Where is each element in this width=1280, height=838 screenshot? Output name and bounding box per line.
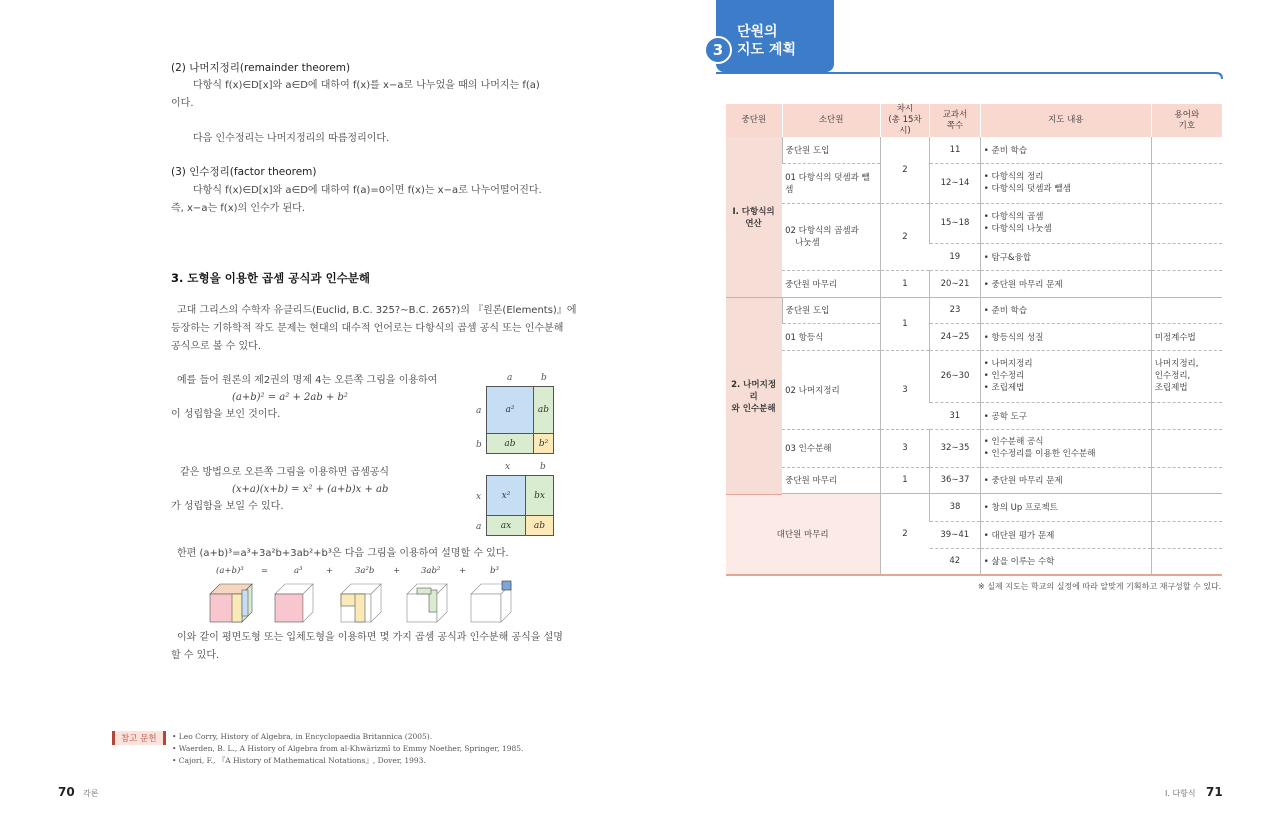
pages-cell: 19	[930, 243, 981, 270]
fig2-side-a: a	[476, 522, 482, 532]
cube-label-4: 3a²b	[355, 566, 375, 576]
terms-cell	[1151, 297, 1222, 323]
terms-cell	[1151, 467, 1222, 493]
pages-cell: 11	[930, 137, 981, 163]
pages-cell: 39∼41	[930, 521, 981, 548]
content-item: • 다항식의 나눗셈	[983, 224, 1052, 234]
badge-title-line-1: 단원의	[737, 24, 778, 40]
pages-cell: 38	[930, 494, 981, 521]
left-page-number: 70	[58, 785, 75, 799]
terms-cell	[1151, 163, 1222, 203]
pages-cell: 23	[930, 297, 981, 323]
section-cell: 01 다항식의 덧셈과 뺄셈	[782, 163, 880, 203]
content-cell: • 중단원 마무리 문제	[980, 467, 1151, 493]
header-periods: 차시 (총 15차시)	[880, 104, 930, 137]
content-item: • 인수분해 공식	[983, 437, 1044, 447]
terms-cell	[1151, 137, 1222, 163]
periods-cell: 2	[880, 137, 930, 203]
term-item: 인수정리,	[1154, 371, 1191, 381]
fig1-a2-cell: a²	[486, 386, 534, 434]
fig1-side-b: b	[476, 440, 482, 450]
s3-paragraph-1: 다항식 f(x)∈D[x]와 a∈D에 대하여 f(a)=0이면 f(x)는 x−a로 나누어떨어진다.	[193, 185, 542, 196]
terms-cell	[1151, 243, 1222, 270]
content-cell: • 공학 도구	[980, 402, 1151, 429]
periods-cell: 2	[880, 203, 930, 270]
terms-cell	[1151, 548, 1222, 575]
cube-3ab2	[407, 584, 447, 622]
cube-label-6: 3ab²	[421, 566, 441, 576]
pages-cell: 31	[930, 402, 981, 429]
section-cell: 중단원 마무리	[782, 467, 880, 493]
left-page-label: 각론	[83, 789, 99, 798]
fig1-b2-cell: b²	[533, 433, 554, 454]
section-cell: 03 인수분해	[782, 429, 880, 467]
fig2-ax-cell: ax	[486, 515, 526, 536]
badge-underline	[716, 70, 1226, 82]
pages-cell: 26∼30	[930, 350, 981, 402]
closing-paragraph-1: 이와 같이 평면도형 또는 입체도형을 이용하면 몇 가지 곱셈 공식과 인수분해 공식을 설명	[177, 632, 563, 643]
pages-cell: 36∼37	[930, 467, 981, 493]
s3-paragraph-2: 즉, x−a는 f(x)의 인수가 된다.	[171, 203, 306, 214]
s2-paragraph-2: 다음 인수정리는 나머지정리의 따름정리이다.	[193, 133, 390, 144]
content-cell: • 삶을 이루는 수학	[980, 548, 1151, 575]
content-item: • 조립제법	[983, 383, 1025, 393]
content-cell	[980, 429, 1151, 467]
fig1-ab-cell-2: ab	[486, 433, 534, 454]
periods-cell: 2	[880, 494, 930, 575]
terms-cell	[1151, 494, 1222, 521]
terms-cell	[1151, 402, 1222, 429]
terms-cell	[1151, 203, 1222, 243]
terms-cell	[1151, 350, 1222, 402]
fig2-x2-cell: x²	[486, 475, 526, 516]
periods-cell: 1	[880, 467, 930, 493]
pages-cell: 42	[930, 548, 981, 575]
cube-label-0: (a+b)³	[216, 566, 244, 576]
cube-label-5: +	[393, 566, 401, 576]
content-cell: • 준비 학습	[980, 297, 1151, 323]
sec3-paragraph-3: 공식으로 볼 수 있다.	[171, 341, 261, 352]
table-row	[726, 323, 1223, 350]
section-cell	[782, 203, 880, 270]
badge-number: 3	[704, 36, 732, 64]
pages-cell: 20∼21	[930, 270, 981, 297]
cube-label-8: b³	[490, 566, 499, 576]
term-item: 조립제법	[1154, 383, 1188, 393]
table-row	[726, 467, 1223, 493]
cube-full	[210, 584, 252, 622]
cube-illustrations	[205, 576, 525, 626]
pages-cell: 12∼14	[930, 163, 981, 203]
terms-cell	[1151, 270, 1222, 297]
fig1-side-a: a	[476, 406, 482, 416]
sec3-heading: 3. 도형을 이용한 곱셈 공식과 인수분해	[171, 271, 371, 285]
fig1-top-b: b	[541, 373, 547, 383]
pages-cell: 15∼18	[930, 203, 981, 243]
badge-title-line-2: 지도 계획	[737, 42, 796, 58]
fig2-top-x: x	[505, 462, 511, 472]
sec3-paragraph-2: 등장하는 기하학적 작도 문제는 현대의 대수적 언어로는 다항식의 곱셈 공식 또는 인수분해	[171, 323, 564, 334]
table-row	[726, 494, 1223, 521]
fig2-ab-cell: ab	[525, 515, 554, 536]
table-row	[726, 137, 1223, 163]
section-3-title: (3) 인수정리(factor theorem)	[171, 166, 317, 178]
content-item: • 다항식의 곱셈	[983, 212, 1044, 222]
example1-text-2: 이 성립함을 보인 것이다.	[171, 409, 281, 420]
content-cell: • 창의 Up 프로젝트	[980, 494, 1151, 521]
fig2-top-b: b	[540, 462, 546, 472]
term-item: 나머지정리,	[1154, 359, 1199, 369]
fig1-ab-cell-1: ab	[533, 386, 554, 434]
table-row	[726, 163, 1223, 203]
badge-title	[737, 23, 796, 59]
pages-cell: 32∼35	[930, 429, 981, 467]
s2-paragraph-1b: 이다.	[171, 98, 194, 109]
reference-item: • Waerden, B. L., A History of Algebra from al-Khwārizmī to Emmy Noether, Springer, 1985.	[172, 744, 524, 753]
content-cell: • 중단원 마무리 문제	[980, 270, 1151, 297]
content-cell: • 대단원 평가 문제	[980, 521, 1151, 548]
cube-label-3: +	[326, 566, 334, 576]
table-note: ※ 실제 지도는 학교의 실정에 따라 알맞게 기획하고 재구성할 수 있다.	[978, 582, 1222, 591]
teaching-plan-table	[725, 104, 1222, 576]
header-section: 소단원	[782, 104, 880, 137]
right-page-number: 71	[1206, 785, 1223, 799]
periods-cell: 3	[880, 350, 930, 429]
closing-paragraph-2: 할 수 있다.	[171, 650, 220, 661]
reference-list	[172, 731, 523, 767]
cube-3a2b	[341, 584, 381, 622]
table-header-row	[726, 104, 1223, 137]
table-row	[726, 270, 1223, 297]
example2-formula: (x+a)(x+b) = x² + (a+b)x + ab	[232, 484, 389, 495]
header-content: 지도 내용	[980, 104, 1151, 137]
cube-paragraph: 한편 (a+b)³=a³+3a²b+3ab²+b³은 다음 그림을 이용하여 설명할 수 있다.	[177, 548, 509, 559]
cube-label-2: a³	[294, 566, 303, 576]
table-row	[726, 429, 1223, 467]
fig1-top-a: a	[507, 373, 513, 383]
fig2-bx-cell: bx	[525, 475, 554, 516]
section-cell: 01 항등식	[782, 323, 880, 350]
chapter-cell-1: I. 다항식의 연산	[726, 137, 783, 297]
cube-b3	[471, 581, 511, 622]
periods-cell: 1	[880, 297, 930, 350]
reference-label: 참고 문헌	[112, 731, 166, 745]
cube-a3	[275, 584, 313, 622]
content-cell	[980, 350, 1151, 402]
content-cell: • 탐구&융합	[980, 243, 1151, 270]
reference-item: • Cajori, F., 『A History of Mathematical Notations』, Dover, 1993.	[172, 756, 426, 765]
content-cell: • 항등식의 성질	[980, 323, 1151, 350]
section-line: 02 다항식의 곱셈과	[785, 225, 859, 236]
cube-label-7: +	[459, 566, 467, 576]
final-review-cell: 대단원 마무리	[726, 494, 881, 575]
table-row	[726, 203, 1223, 243]
s2-paragraph-1: 다항식 f(x)∈D[x]와 a∈D에 대하여 f(x)를 x−a로 나누었을 때의 나머지는 f(a)	[193, 80, 540, 91]
section-cell: 중단원 도입	[782, 137, 880, 163]
content-item: • 다항식의 덧셈과 뺄셈	[983, 184, 1071, 194]
periods-cell: 3	[880, 429, 930, 467]
content-item: • 인수정리	[983, 371, 1025, 381]
right-page-label: I. 다항식	[1165, 789, 1196, 798]
content-cell: • 준비 학습	[980, 137, 1151, 163]
terms-cell	[1151, 521, 1222, 548]
section-cell: 02 나머지정리	[782, 350, 880, 429]
header-chapter: 중단원	[726, 104, 783, 137]
pages-cell: 24∼25	[930, 323, 981, 350]
content-item: • 나머지정리	[983, 359, 1033, 369]
terms-cell: 미정계수법	[1151, 323, 1222, 350]
example1-text: 예를 들어 원론의 제2권의 명제 4는 오른쪽 그림을 이용하여	[177, 375, 438, 386]
sec3-paragraph-1: 고대 그리스의 수학자 유클리드(Euclid, B.C. 325?∼B.C. 265?)의 『원론(Elements)』에	[177, 305, 577, 316]
header-terms: 용어와 기호	[1151, 104, 1222, 137]
reference-item: • Leo Corry, History of Algebra, in Encyclopaedia Britannica (2005).	[172, 732, 433, 741]
terms-cell	[1151, 429, 1222, 467]
table-row	[726, 350, 1223, 402]
example2-text: 같은 방법으로 오른쪽 그림을 이용하면 곱셈공식	[180, 467, 390, 478]
content-cell	[980, 163, 1151, 203]
header-pages: 교과서 쪽수	[930, 104, 981, 137]
cube-label-1: =	[261, 566, 269, 576]
content-cell	[980, 203, 1151, 243]
section-cell: 중단원 마무리	[782, 270, 880, 297]
section-2-title: (2) 나머지정리(remainder theorem)	[171, 62, 351, 74]
example2-text-2: 가 성립함을 보일 수 있다.	[171, 501, 284, 512]
content-item: • 인수정리를 이용한 인수분해	[983, 449, 1096, 459]
fig2-side-x: x	[476, 492, 482, 502]
content-item: • 다항식의 정리	[983, 172, 1044, 182]
section-cell: 중단원 도입	[782, 297, 880, 323]
section-line: 나눗셈	[795, 237, 820, 248]
example1-formula: (a+b)² = a² + 2ab + b²	[232, 392, 348, 403]
periods-cell: 1	[880, 270, 930, 297]
table-row	[726, 297, 1223, 323]
chapter-cell-2: 2. 나머지정리 와 인수분해	[726, 297, 783, 494]
